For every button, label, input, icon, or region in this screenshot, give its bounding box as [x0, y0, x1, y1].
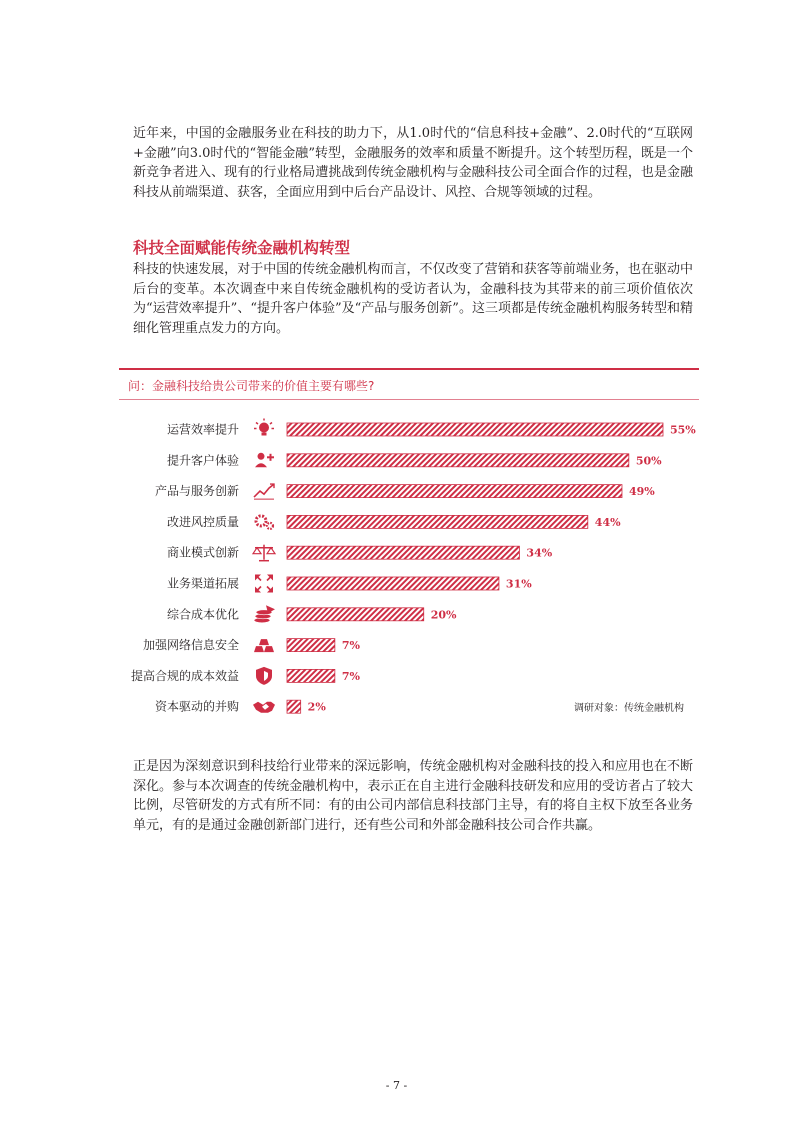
lightbulb-icon [254, 419, 274, 436]
shield-icon [256, 667, 272, 685]
category-label: 业务渠道拓展 [166, 576, 239, 591]
value-label: 50% [635, 454, 662, 468]
gears-icon [256, 516, 273, 529]
value-label: 7% [341, 669, 360, 683]
bar [287, 546, 519, 559]
scale-icon [253, 545, 275, 561]
bar [287, 454, 629, 467]
bar [287, 700, 301, 713]
coin-stack-icon [254, 605, 275, 623]
handshake-icon [253, 702, 275, 713]
chart-source: 调研对象：传统金融机构 [574, 703, 684, 714]
section-heading: 科技全面赋能传统金融机构转型 [133, 239, 351, 257]
gold-bars-icon [254, 639, 274, 652]
value-label: 7% [341, 639, 360, 653]
category-label: 综合成本优化 [166, 607, 239, 622]
bar [287, 485, 622, 498]
category-label: 加强网络信息安全 [142, 638, 239, 653]
bar [287, 423, 663, 436]
value-chart [119, 368, 699, 728]
value-label: 2% [307, 700, 326, 714]
bar-chart-svg [119, 368, 699, 728]
closing-paragraph: 正是因为深刻意识到科技给行业带来的深远影响，传统金融机构对金融科技的投入和应用也在不断深化。参与本次调查的传统金融机构中，表示正在自主进行金融科技研发和应用的受访者占了较大比例，尽管研发的方式有所不同：有的由公司内部信息科技部门主导，有的将自主权下放至各业务单元，有的是通过金融创新部门进行，还有些公司和外部金融科技公司合作共赢。 [133, 759, 693, 833]
bar [287, 515, 588, 528]
value-label: 34% [526, 546, 553, 560]
section-paragraph: 科技的快速发展，对于中国的传统金融机构而言，不仅改变了营销和获客等前端业务，也在驱动中后台的变革。本次调查中来自传统金融机构的受访者认为，金融科技为其带来的前三项价值依次为“运营效率提升”、“提升客户体验”及“产品与服务创新”。这三项都是传统金融机构服务转型和精细化管理重点发力的方向。 [133, 262, 693, 336]
chart-question: 问：金融科技给贵公司带来的价值主要有哪些? [128, 379, 375, 393]
value-label: 20% [430, 608, 457, 622]
arrows-expand-icon [255, 575, 273, 593]
value-label: 55% [670, 423, 696, 437]
trend-line-icon [254, 484, 274, 499]
category-label: 提高合规的成本效益 [130, 668, 239, 683]
bar [287, 608, 424, 621]
value-label: 31% [505, 577, 532, 591]
bar [287, 577, 499, 590]
category-label: 改进风控质量 [166, 514, 239, 529]
category-label: 运营效率提升 [166, 422, 239, 437]
user-plus-icon [255, 453, 274, 468]
category-label: 商业模式创新 [166, 545, 239, 560]
page-number: - 7 - [385, 1079, 408, 1092]
value-label: 49% [628, 485, 655, 499]
intro-paragraph: 近年来，中国的金融服务业在科技的助力下，从1.0时代的“信息科技+金融”、2.0时代的“互联网+金融”向3.0时代的“智能金融”转型，金融服务的效率和质量不断提升。这个转型历程，既是一个新竞争者进入、现有的行业格局遭挑战到传统金融机构与金融科技公司全面合作的过程，也是金融科技从前端渠道、获客，全面应用到中后台产品设计、风控、合规等领域的过程。 [133, 126, 693, 200]
category-label: 产品与服务创新 [154, 484, 239, 499]
value-label: 44% [594, 515, 621, 529]
category-label: 提升客户体验 [166, 453, 239, 468]
bar [287, 639, 335, 652]
bar [287, 669, 335, 682]
category-label: 资本驱动的并购 [154, 699, 239, 714]
